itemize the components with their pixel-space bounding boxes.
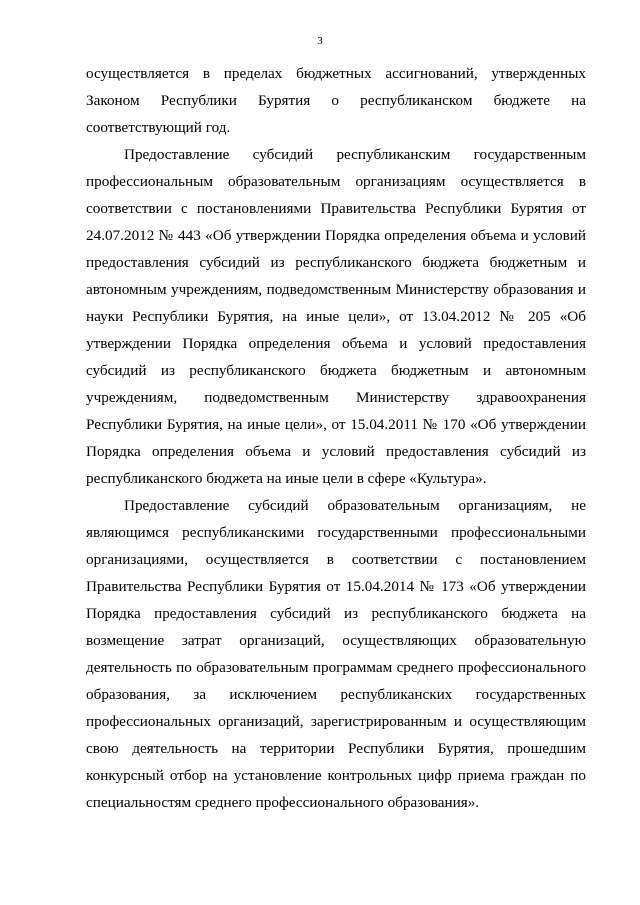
text-line: автономным учреждениям, подведомственным Министерству образования и [86, 281, 586, 298]
text-line: республиканского бюджета на иные цели в сфере «Культура». [86, 470, 487, 487]
text-line: Порядка определения объема и условий предоставления субсидий из [86, 443, 586, 460]
text-line: соответствующий год. [86, 119, 231, 136]
text-line: соответствии с постановлениями Правительства Республики Бурятия от [86, 200, 586, 217]
text-line: профессиональных организаций, зарегистрированным и осуществляющим [86, 713, 586, 730]
text-line: Порядка предоставления субсидий из республиканского бюджета на [86, 605, 586, 622]
text-line: науки Республики Бурятия, на иные цели», от 13.04.2012 № 205 «Об [86, 308, 586, 325]
page-number: 3 [317, 35, 323, 47]
text-line: учреждениям, подведомственным Министерству здравоохранения [86, 389, 586, 406]
text-line: осуществляется в пределах бюджетных ассигнований, утвержденных [86, 65, 586, 82]
text-line: Предоставление субсидий республиканским государственным [124, 146, 586, 163]
text-line: Предоставление субсидий образовательным организациям, не [124, 497, 586, 514]
text-line: Правительства Республики Бурятия от 15.04.2014 № 173 «Об утверждении [86, 578, 586, 595]
text-line: Законом Республики Бурятия о республиканском бюджете на [86, 92, 586, 109]
text-line: 24.07.2012 № 443 «Об утверждении Порядка определения объема и условий [86, 227, 586, 244]
text-line: предоставления субсидий из республиканского бюджета бюджетным и [86, 254, 586, 271]
text-line: утверждении Порядка определения объема и условий предоставления [86, 335, 586, 352]
text-line: возмещение затрат организаций, осуществляющих образовательную [86, 632, 586, 649]
text-line: специальностям среднего профессионального образования». [86, 794, 480, 811]
text-line: образования, за исключением республиканских государственных [86, 686, 586, 703]
text-line: Республики Бурятия, на иные цели», от 15.04.2011 № 170 «Об утверждении [86, 416, 586, 433]
text-line: являющимся республиканскими государственными профессиональными [86, 524, 586, 541]
text-line: конкурсный отбор на установление контрольных цифр приема граждан по [86, 767, 586, 784]
text-line: профессиональным образовательным организациям осуществляется в [86, 173, 586, 190]
text-line: организациями, осуществляется в соответствии с постановлением [86, 551, 586, 568]
text-line: субсидий из республиканского бюджета бюджетным и автономным [86, 362, 586, 379]
text-line: деятельность по образовательным программам среднего профессионального [86, 659, 586, 676]
text-line: свою деятельность на территории Республики Бурятия, прошедшим [86, 740, 586, 757]
